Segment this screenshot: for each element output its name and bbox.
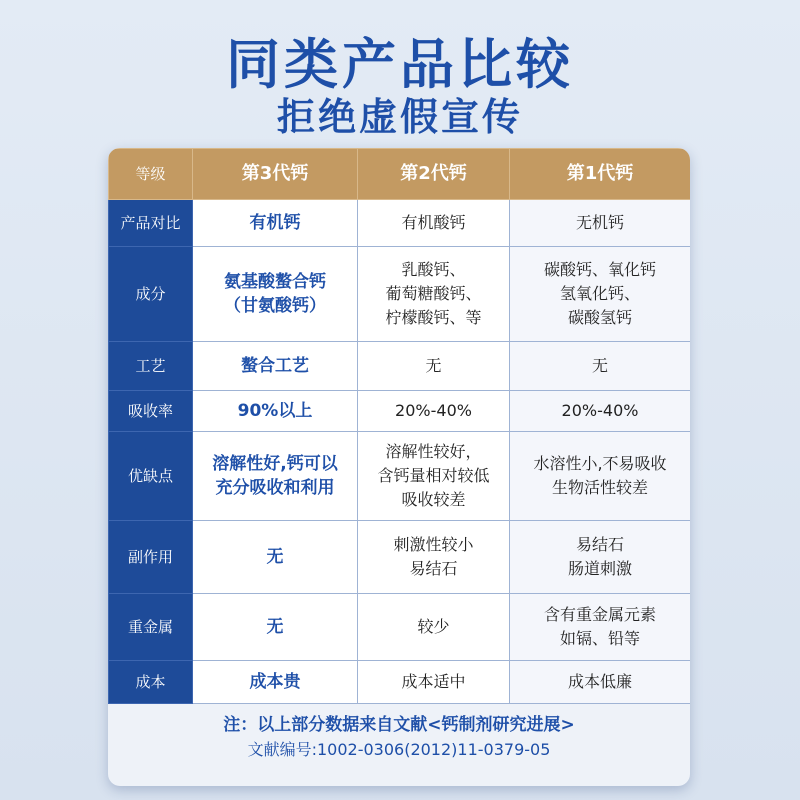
cell-gen2 xyxy=(358,594,510,661)
cell-text-line: 有机钙 xyxy=(249,213,301,233)
cell-text-line: 碳酸钙、氧化钙 xyxy=(543,260,656,279)
source-note: 注：以上部分数据来自文献<钙制剂研究进展> xyxy=(223,715,575,735)
cell-text-line: 充分吸收和利用 xyxy=(215,478,335,498)
cell-gen1 xyxy=(510,391,691,432)
cell-text-line: 螯合工艺 xyxy=(241,356,309,376)
column-header-gen3: 第3代钙 xyxy=(193,149,358,200)
row-label: 成本 xyxy=(109,661,193,704)
cell-text-line: 柠檬酸钙、等 xyxy=(385,308,482,327)
cell-gen3 xyxy=(193,247,358,342)
column-header-gen2: 第2代钙 xyxy=(358,149,510,200)
cell-gen3 xyxy=(193,594,358,661)
cell-text-line: 无 xyxy=(425,356,442,375)
cell-text-line: 如镉、铅等 xyxy=(559,629,640,648)
cell-gen1 xyxy=(510,247,691,342)
table-row xyxy=(109,200,691,247)
cell-text-line: 成本适中 xyxy=(401,672,466,691)
cell-text-line: 90%以上 xyxy=(237,401,313,421)
row-label: 吸收率 xyxy=(109,391,193,432)
cell-text-line: 含有重金属元素 xyxy=(543,605,656,624)
cell-gen3 xyxy=(193,661,358,704)
cell-gen2 xyxy=(358,391,510,432)
cell-text-line: 碳酸氢钙 xyxy=(567,308,632,327)
row-label: 重金属 xyxy=(109,594,193,661)
row-label: 优缺点 xyxy=(109,432,193,521)
cell-gen3 xyxy=(193,432,358,521)
cell-text-line: 含钙量相对较低 xyxy=(377,466,490,485)
document-number: 文献编号:1002-0306(2012)11-0379-05 xyxy=(247,740,551,759)
cell-text-line: 溶解性较好， xyxy=(385,442,482,461)
cell-text-line: 易结石 xyxy=(575,535,624,554)
table-row xyxy=(109,594,691,661)
cell-text-line: 无 xyxy=(266,547,284,567)
cell-gen2 xyxy=(358,342,510,391)
cell-gen1 xyxy=(510,342,691,391)
cell-gen3 xyxy=(193,200,358,247)
cell-text-line: 生物活性较差 xyxy=(551,478,648,497)
cell-gen1 xyxy=(510,521,691,594)
cell-gen2 xyxy=(358,521,510,594)
cell-text-line: 氨基酸螯合钙 xyxy=(224,272,326,292)
comparison-card xyxy=(108,148,690,786)
cell-gen3 xyxy=(193,342,358,391)
footer xyxy=(108,712,690,762)
column-header-grade: 等级 xyxy=(109,149,193,200)
table-row xyxy=(109,521,691,594)
cell-gen2 xyxy=(358,661,510,704)
table-row xyxy=(109,432,691,521)
page-subtitle: 拒绝虚假宣传 xyxy=(276,95,523,139)
cell-text-line: 葡萄糖酸钙、 xyxy=(385,284,482,303)
page-title: 同类产品比较 xyxy=(226,33,574,96)
row-label: 副作用 xyxy=(109,521,193,594)
cell-text-line: 无 xyxy=(266,617,284,637)
row-label: 产品对比 xyxy=(109,200,193,247)
cell-gen2 xyxy=(358,247,510,342)
cell-text-line: 溶解性好,钙可以 xyxy=(212,454,338,474)
cell-gen2 xyxy=(358,432,510,521)
cell-gen3 xyxy=(193,521,358,594)
cell-text-line: 20%-40% xyxy=(395,401,472,420)
table-row xyxy=(109,391,691,432)
table-row xyxy=(109,247,691,342)
cell-text-line: 吸收较差 xyxy=(401,490,466,509)
row-label: 成分 xyxy=(109,247,193,342)
column-header-gen1: 第1代钙 xyxy=(510,149,691,200)
cell-text-line: 20%-40% xyxy=(561,401,639,420)
cell-gen3 xyxy=(193,391,358,432)
cell-text-line: 较少 xyxy=(417,617,450,636)
table-row xyxy=(109,342,691,391)
row-label: 工艺 xyxy=(109,342,193,391)
cell-gen2 xyxy=(358,200,510,247)
table-row xyxy=(109,661,691,704)
cell-gen1 xyxy=(510,594,691,661)
cell-text-line: 无机钙 xyxy=(575,213,624,232)
cell-text-line: 刺激性较小 xyxy=(393,535,474,554)
cell-text-line: 易结石 xyxy=(409,559,458,578)
table-header-row xyxy=(109,149,691,200)
cell-gen1 xyxy=(510,200,691,247)
cell-text-line: 有机酸钙 xyxy=(401,213,466,232)
cell-text-line: 氢氧化钙、 xyxy=(559,284,640,303)
cell-gen1 xyxy=(510,432,691,521)
cell-gen1 xyxy=(510,661,691,704)
cell-text-line: （甘氨酸钙） xyxy=(224,296,326,316)
comparison-table xyxy=(108,148,690,704)
cell-text-line: 成本低廉 xyxy=(567,672,632,691)
cell-text-line: 水溶性小,不易吸收 xyxy=(533,454,667,473)
cell-text-line: 成本贵 xyxy=(249,672,301,692)
cell-text-line: 乳酸钙、 xyxy=(401,260,466,279)
cell-text-line: 肠道刺激 xyxy=(567,559,632,578)
cell-text-line: 无 xyxy=(591,356,608,375)
